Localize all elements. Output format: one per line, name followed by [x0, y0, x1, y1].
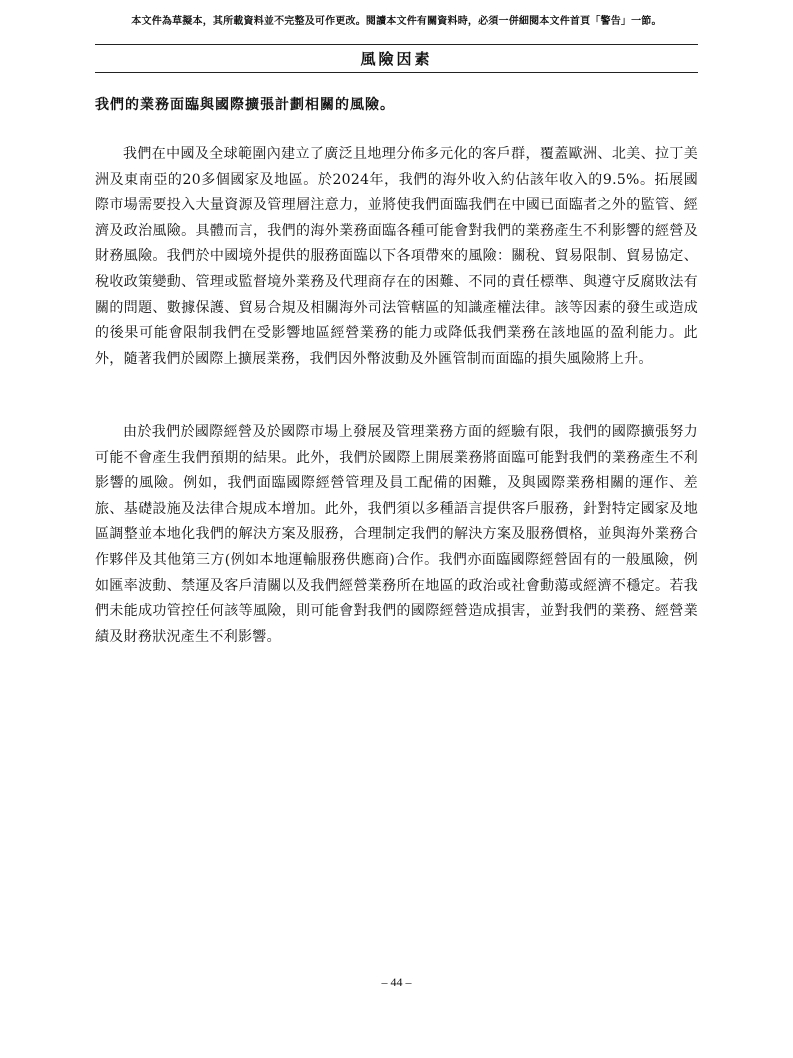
paragraph: 我們在中國及全球範圍內建立了廣泛且地理分佈多元化的客戶群，覆蓋歐洲、北美、拉丁美洲及東南亞的20多個國家及地區。於2024年，我們的海外收入約佔該年收入的9.5%。拓展國際市場需要投入大量資源及管理層注意力，並將使我們面臨我們在中國已面臨者之外的監管、經濟及政治風險。具體而言，我們的海外業務面臨各種可能會對我們的業務產生不利影響的經營及財務風險。我們於中國境外提供的服務面臨以下各項帶來的風險：關稅、貿易限制、貿易協定、稅收政策變動、管理或監督境外業務及代理商存在的困難、不同的責任標準、與遵守反腐敗法有關的問題、數據保護、貿易合規及相關海外司法管轄區的知識產權法律。該等因素的發生或造成的後果可能會限制我們在受影響地區經營業務的能力或降低我們業務在該地區的盈利能力。此外，隨著我們於國際上擴展業務，我們因外幣波動及外匯管制而面臨的損失風險將上升。 — [95, 146, 698, 367]
risk-subheading: 我們的業務面臨與國際擴張計劃相關的風險。 — [95, 97, 395, 113]
section-title: 風險因素 — [360, 50, 433, 68]
header-rule-top — [95, 44, 698, 45]
draft-disclaimer: 本文件為草擬本，其所載資料並不完整及可作更改。閱讀本文件有關資料時，必須一併細閱本文件首頁「警告」一節。 — [131, 16, 662, 27]
paragraph: 由於我們於國際經營及於國際市場上發展及管理業務方面的經驗有限，我們的國際擴張努力可能不會產生我們預期的結果。此外，我們於國際上開展業務將面臨可能對我們的業務產生不利影響的風險。例如，我們面臨國際經營管理及員工配備的困難，及與國際業務相關的運作、差旅、基礎設施及法律合規成本增加。此外，我們須以多種語言提供客戶服務，針對特定國家及地區調整並本地化我們的解決方案及服務，合理制定我們的解決方案及服務價格，並與海外業務合作夥伴及其他第三方(例如本地運輸服務供應商)合作。我們亦面臨國際經營固有的一般風險，例如匯率波動、禁運及客戶清關以及我們經營業務所在地區的政治或社會動蕩或經濟不穩定。若我們未能成功管控任何該等風險，則可能會對我們的國際經營造成損害，並對我們的業務、經營業績及財務狀況產生不利影響。 — [95, 424, 698, 645]
page-number: – 44 – — [381, 975, 412, 989]
header-rule-bottom — [95, 72, 698, 73]
